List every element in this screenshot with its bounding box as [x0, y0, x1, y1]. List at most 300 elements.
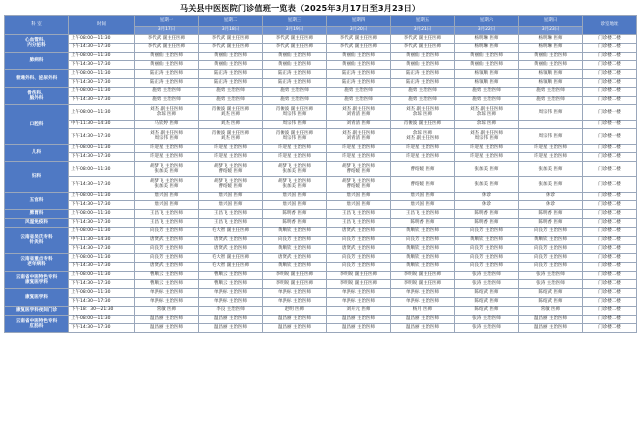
doctor-cell: 许迎星 主治医师	[263, 144, 327, 153]
header-location: 诊室地址	[583, 16, 637, 35]
doctor-cell: 李代武 副主任医师	[135, 35, 199, 44]
doctor-cell: 温昌丽 主治医师	[135, 324, 199, 333]
header-date: 3月23日	[519, 27, 583, 35]
doctor-cell: 刘杰 副主任医师 周宗伟 医师	[135, 129, 199, 144]
department-name: 骨伤科、 脑外科	[5, 87, 69, 105]
doctor-cell: 温昌丽 主治医师	[135, 315, 199, 324]
doctor-cell: 曹顺云 主治医师	[199, 280, 263, 289]
doctor-cell: 黄丽仙 主治医师	[519, 61, 583, 70]
doctor-cell: 唐贤武 主治医师	[263, 254, 327, 263]
doctor-cell: 休诊	[519, 192, 583, 201]
department-name: 心血管科、 内分泌科	[5, 35, 69, 53]
doctor-cell: 向良芳 主治医师	[263, 236, 327, 245]
doctor-cell: 许迎星 主治医师	[135, 144, 199, 153]
doctor-cell: 李代武 副主任医师	[199, 35, 263, 44]
doctor-cell: 施勇 主治医师	[263, 87, 327, 96]
time-slot: 下午14:30—17:30	[69, 129, 135, 144]
doctor-cell: 常敏 医师	[519, 306, 583, 315]
doctor-cell: 李良 主治医师	[199, 306, 263, 315]
doctor-cell: 温昌丽 主治医师	[263, 315, 327, 324]
doctor-cell: 毛大智 副主任医师	[199, 262, 263, 271]
doctor-cell: 施勇 主治医师	[327, 96, 391, 105]
doctor-cell: 周宗伟 医师	[263, 120, 327, 129]
time-slot: 下午14:30—17:30	[69, 218, 135, 227]
doctor-cell: 肖俊波 副主任医师 刘杰 医师	[199, 105, 263, 120]
time-slot: 上午08:00—11:30	[69, 52, 135, 61]
header-weekday: 星期五	[391, 16, 455, 27]
doctor-cell: 陈绍武 医师	[455, 306, 519, 315]
doctor-cell: 陆正涛 主治医师	[391, 70, 455, 79]
doctor-cell: 黄顺钦 主治医师	[263, 262, 327, 271]
doctor-cell: 李明锐 副主任医师	[327, 271, 391, 280]
doctor-cell: 张加美 医师	[455, 162, 519, 177]
time-slot: 下午14:30—17:30	[69, 245, 135, 254]
schedule-row	[5, 315, 637, 324]
time-slot: 中午11:30—14:30	[69, 120, 135, 129]
doctor-cell: 许迎星 主治医师	[327, 144, 391, 153]
doctor-cell: 毛大智 副主任医师	[199, 254, 263, 263]
doctor-cell: 杨领顺 医师	[519, 70, 583, 79]
doctor-cell: 李代武 副主任医师	[391, 35, 455, 44]
header-date: 3月18日	[199, 27, 263, 35]
time-slot: 上午08:00—11:30	[69, 210, 135, 219]
clinic-location: 门诊楼二楼	[583, 52, 637, 61]
time-slot: 下午14:30—17:30	[69, 153, 135, 162]
doctor-cell: 黄顺钦 主治医师	[455, 236, 519, 245]
doctor-cell: 张涛 主治医师	[519, 280, 583, 289]
doctor-cell: 李代武 副主任医师	[263, 35, 327, 44]
schedule-row	[5, 210, 637, 219]
doctor-cell: 李代武 副主任医师	[135, 43, 199, 52]
header-time: 时间	[69, 16, 135, 35]
doctor-cell: 詹兴国 医师	[327, 192, 391, 201]
clinic-location: 门诊楼二楼	[583, 306, 637, 315]
clinic-location: 门诊楼二楼	[583, 177, 637, 192]
doctor-cell: 詹兴国 医师	[263, 192, 327, 201]
clinic-location: 门诊楼二楼	[583, 192, 637, 201]
doctor-cell: 单洪标 主治医师	[327, 298, 391, 307]
time-slot: 上午08:00—11:30	[69, 162, 135, 177]
doctor-cell: 杨明琳 医师	[519, 35, 583, 44]
department-name: 风湿免疫科	[5, 218, 69, 227]
doctor-cell: 詹兴国 医师	[327, 201, 391, 210]
doctor-cell: 施勇 主治医师	[327, 87, 391, 96]
doctor-cell: 向良芳 主治医师	[519, 245, 583, 254]
doctor-cell: 张涛 主治医师	[455, 324, 519, 333]
header-weekday: 星期一	[135, 16, 199, 27]
doctor-cell: 詹兴国 医师	[199, 201, 263, 210]
doctor-cell: 单洪标 主治医师	[263, 298, 327, 307]
clinic-location: 门诊楼二楼	[583, 61, 637, 70]
time-slot: 上午08:00—11:30	[69, 315, 135, 324]
doctor-cell: 温昌丽 主治医师	[327, 315, 391, 324]
doctor-cell: 向良芳 主治医师	[455, 227, 519, 236]
doctor-cell: 许迎星 主治医师	[391, 144, 455, 153]
doctor-cell: 施勇 主治医师	[455, 96, 519, 105]
clinic-location: 门诊楼二楼	[583, 324, 637, 333]
doctor-cell: 单洪标 主治医师	[135, 289, 199, 298]
schedule-row	[5, 254, 637, 263]
doctor-cell: 陈明香 医师	[519, 210, 583, 219]
clinic-location: 门诊楼一楼	[583, 129, 637, 144]
doctor-cell: 唐贤武 主治医师	[327, 245, 391, 254]
doctor-cell: 马钦婷 医师	[135, 120, 199, 129]
doctor-cell: 陆正涛 主治医师	[135, 78, 199, 87]
doctor-cell: 王昌飞 主治医师	[199, 218, 263, 227]
time-slot: 下午14:30—17:30	[69, 298, 135, 307]
doctor-cell: 唐贤武 主治医师	[135, 236, 199, 245]
doctor-cell: 黄丽仙 主治医师	[135, 52, 199, 61]
schedule-row	[5, 105, 637, 120]
doctor-cell: 常敏 医师	[135, 306, 199, 315]
clinic-location: 门诊楼二楼	[583, 78, 637, 87]
department-name: 云南省中医特色专科 康复医学科	[5, 271, 69, 289]
doctor-cell: 胡梦飞 主治医师 曹绍媛 医师	[327, 177, 391, 192]
doctor-cell: 杨明琳 医师	[455, 43, 519, 52]
schedule-row	[5, 96, 637, 105]
doctor-cell: 张涛 主治医师	[519, 271, 583, 280]
doctor-cell: 杨领顺 医师	[455, 78, 519, 87]
clinic-location: 门诊楼二楼	[583, 298, 637, 307]
schedule-row	[5, 324, 637, 333]
doctor-cell: 黄丽仙 主治医师	[455, 52, 519, 61]
doctor-cell: 刘开元 医师	[327, 306, 391, 315]
schedule-row	[5, 289, 637, 298]
time-slot: 上午08:00—11:30	[69, 35, 135, 44]
clinic-location: 门诊楼一楼	[583, 120, 637, 129]
doctor-cell: 许迎星 主治医师	[519, 153, 583, 162]
doctor-cell: 胡梦飞 主治医师 张加美 医师	[263, 162, 327, 177]
doctor-cell: 毛大智 副主任医师	[199, 227, 263, 236]
doctor-cell: 陆正涛 主治医师	[391, 78, 455, 87]
doctor-cell: 唐贤武 主治医师	[327, 227, 391, 236]
clinic-location: 门诊楼二楼	[583, 236, 637, 245]
schedule-row	[5, 177, 637, 192]
doctor-cell: 黄顺钦 主治医师	[519, 236, 583, 245]
time-slot: 上午08:00—11:30	[69, 87, 135, 96]
doctor-cell: 黄丽仙 主治医师	[263, 52, 327, 61]
doctor-cell: 施勇 主治医师	[199, 96, 263, 105]
doctor-cell: 李明锐 副主任医师	[263, 271, 327, 280]
department-name: 肺病科	[5, 52, 69, 70]
doctor-cell: 胡梦飞 主治医师 曹绍媛 医师	[199, 162, 263, 177]
clinic-location: 门诊楼二楼	[583, 227, 637, 236]
clinic-location: 门诊楼二楼	[583, 87, 637, 96]
schedule-row	[5, 201, 637, 210]
time-slot: 下午14:30—17:30	[69, 61, 135, 70]
schedule-row	[5, 153, 637, 162]
doctor-cell: 胡梦飞 主治医师 张加美 医师	[135, 177, 199, 192]
doctor-cell: 詹兴国 医师	[135, 201, 199, 210]
clinic-location: 门诊楼二楼	[583, 153, 637, 162]
doctor-cell: 向良芳 主治医师	[519, 262, 583, 271]
doctor-cell: 黄丽仙 主治医师	[263, 61, 327, 70]
header-dept: 科 室	[5, 16, 69, 35]
doctor-cell: 陈明香 医师	[455, 218, 519, 227]
doctor-cell: 向良芳 主治医师	[455, 254, 519, 263]
doctor-cell: 胡梦飞 主治医师 曹绍媛 医师	[327, 162, 391, 177]
doctor-cell: 曹顺云 主治医师	[199, 271, 263, 280]
doctor-cell: 向良芳 主治医师	[455, 245, 519, 254]
doctor-cell: 许迎星 主治医师	[455, 153, 519, 162]
doctor-cell: 单洪标 主治医师	[327, 289, 391, 298]
clinic-location: 门诊楼二楼	[583, 35, 637, 44]
doctor-cell: 许迎星 主治医师	[455, 144, 519, 153]
doctor-cell: 陈绍武 医师	[455, 289, 519, 298]
doctor-cell: 许迎星 主治医师	[135, 153, 199, 162]
time-slot: 下午14:30—17:30	[69, 177, 135, 192]
schedule-row	[5, 162, 637, 177]
doctor-cell: 李代武 副主任医师	[327, 35, 391, 44]
doctor-cell: 陆正涛 主治医师	[199, 70, 263, 79]
doctor-cell: 温昌丽 主治医师	[391, 315, 455, 324]
doctor-cell: 周宗伟 医师	[519, 105, 583, 120]
schedule-row	[5, 70, 637, 79]
doctor-cell: 王昌飞 主治医师	[135, 210, 199, 219]
doctor-cell: 温昌丽 主治医师	[263, 324, 327, 333]
doctor-cell: 詹兴国 医师	[263, 201, 327, 210]
schedule-body	[5, 35, 637, 333]
doctor-cell: 许迎星 主治医师	[391, 153, 455, 162]
doctor-cell: 余琼 医师	[455, 120, 519, 129]
doctor-cell: 陈明香 医师	[263, 218, 327, 227]
doctor-cell: 肖俊波 副主任医师	[391, 120, 455, 129]
header-date: 3月22日	[455, 27, 519, 35]
doctor-cell: 施勇 主治医师	[135, 96, 199, 105]
doctor-cell: 李明锐 副主任医师	[391, 271, 455, 280]
doctor-cell: 刘杰 副主任医师 余琼 医师	[135, 105, 199, 120]
doctor-cell: 李明锐 副主任医师	[263, 280, 327, 289]
doctor-cell: 施勇 主治医师	[455, 87, 519, 96]
doctor-cell: 王昌飞 主治医师	[199, 210, 263, 219]
header-weekday: 星期四	[327, 16, 391, 27]
time-slot: 下午14:30—17:30	[69, 43, 135, 52]
doctor-cell: 黄丽仙 主治医师	[519, 52, 583, 61]
doctor-cell: 黄丽仙 主治医师	[327, 52, 391, 61]
header-date: 3月19日	[263, 27, 327, 35]
schedule-row	[5, 262, 637, 271]
time-slot: 上午08:00—11:30	[69, 192, 135, 201]
department-name: 口腔科	[5, 105, 69, 144]
doctor-cell: 李明锐 副主任医师	[327, 280, 391, 289]
doctor-cell: 周宗伟 医师	[519, 129, 583, 144]
doctor-cell: 刘杰 副主任医师 周宗伟 医师	[455, 129, 519, 144]
doctor-cell: 陆正涛 主治医师	[263, 70, 327, 79]
doctor-cell: 黄丽仙 主治医师	[455, 61, 519, 70]
doctor-cell: 曹绍媛 医师	[391, 177, 455, 192]
doctor-cell: 施勇 主治医师	[263, 96, 327, 105]
doctor-cell: 杨月 医师	[391, 306, 455, 315]
clinic-location: 门诊楼一楼	[583, 105, 637, 120]
schedule-row	[5, 245, 637, 254]
doctor-cell: 王昌飞 主治医师	[391, 210, 455, 219]
doctor-cell: 张涛 主治医师	[455, 271, 519, 280]
doctor-cell: 肖俊波 副主任医师 周宗伟 医师	[263, 129, 327, 144]
doctor-cell: 陆正涛 主治医师	[263, 78, 327, 87]
doctor-cell: 胡梦飞 主治医师 张加美 医师	[263, 177, 327, 192]
schedule-row	[5, 129, 637, 144]
doctor-cell: 黄丽仙 主治医师	[391, 61, 455, 70]
time-slot: 中午11:30—14:30	[69, 236, 135, 245]
department-name: 康复医学科夜间门诊	[5, 306, 69, 315]
doctor-cell: 李代武 副主任医师	[199, 43, 263, 52]
time-slot: 上午08:00—11:30	[69, 227, 135, 236]
doctor-cell: 施勇 主治医师	[199, 87, 263, 96]
schedule-row	[5, 144, 637, 153]
doctor-cell: 黄丽仙 主治医师	[199, 61, 263, 70]
doctor-cell: 李代武 副主任医师	[263, 43, 327, 52]
doctor-cell: 唐贤武 主治医师	[199, 236, 263, 245]
doctor-cell: 向良芳 主治医师	[327, 262, 391, 271]
time-slot: 下午14:30—17:30	[69, 201, 135, 210]
doctor-cell: 温昌丽 主治医师	[519, 324, 583, 333]
doctor-cell: 詹兴国 医师	[391, 201, 455, 210]
doctor-cell: 休诊	[519, 201, 583, 210]
clinic-location: 门诊楼二楼	[583, 254, 637, 263]
header-weekday: 星期日	[519, 16, 583, 27]
doctor-cell: 李代武 副主任医师	[327, 43, 391, 52]
time-slot: 下午14:30—17:30	[69, 280, 135, 289]
time-slot: 上午08:00—11:30	[69, 254, 135, 263]
doctor-cell: 向良芳 主治医师	[455, 262, 519, 271]
schedule-row	[5, 306, 637, 315]
schedule-row	[5, 218, 637, 227]
clinic-location: 门诊楼二楼	[583, 210, 637, 219]
doctor-cell: 休诊	[455, 201, 519, 210]
doctor-cell: 温昌丽 主治医师	[199, 315, 263, 324]
doctor-cell: 向良芳 主治医师	[327, 254, 391, 263]
doctor-cell: 温昌丽 主治医师	[199, 324, 263, 333]
doctor-cell: 向良芳 主治医师	[519, 227, 583, 236]
time-slot: 下午14:30—17:30	[69, 78, 135, 87]
doctor-cell: 张加美 医师	[519, 162, 583, 177]
doctor-cell: 陈明香 医师	[391, 218, 455, 227]
doctor-cell: 黄顺钦 主治医师	[391, 227, 455, 236]
clinic-location: 门诊楼二楼	[583, 70, 637, 79]
clinic-location: 门诊楼二楼	[583, 280, 637, 289]
doctor-cell: 王昌飞 主治医师	[135, 218, 199, 227]
schedule-row	[5, 236, 637, 245]
department-name: 脾胃科	[5, 210, 69, 219]
doctor-cell: 曹顺云 主治医师	[135, 271, 199, 280]
doctor-cell: 黄丽仙 主治医师	[199, 52, 263, 61]
time-slot: 下午14:30—17:30	[69, 324, 135, 333]
doctor-cell: 刘杰 副主任医师 余琼 医师	[391, 105, 455, 120]
doctor-cell: 温昌丽 主治医师	[327, 324, 391, 333]
doctor-cell: 王昌飞 主治医师	[327, 218, 391, 227]
time-slot: 下午14:30—17:30	[69, 262, 135, 271]
schedule-row	[5, 35, 637, 44]
doctor-cell: 陆正涛 主治医师	[135, 70, 199, 79]
doctor-cell: 施勇 主治医师	[391, 96, 455, 105]
doctor-cell: 单洪标 主治医师	[391, 298, 455, 307]
doctor-cell: 刘青清 医师	[327, 120, 391, 129]
schedule-table	[4, 15, 637, 333]
department-name: 普通外科、泌尿外科	[5, 70, 69, 88]
doctor-cell: 陈明香 医师	[455, 210, 519, 219]
doctor-cell: 温昌丽 主治医师	[391, 324, 455, 333]
doctor-cell: 杨领顺 医师	[519, 78, 583, 87]
doctor-cell: 许迎星 主治医师	[263, 153, 327, 162]
doctor-cell: 温昌丽 主治医师	[519, 315, 583, 324]
doctor-cell: 詹兴国 医师	[135, 192, 199, 201]
doctor-cell: 许迎星 主治医师	[199, 144, 263, 153]
doctor-cell: 杨领顺 医师	[455, 70, 519, 79]
doctor-cell: 曹绍媛 医师	[391, 162, 455, 177]
doctor-cell: 曹顺云 主治医师	[135, 280, 199, 289]
doctor-cell: 陈绍武 医师	[455, 298, 519, 307]
clinic-location: 门诊楼二楼	[583, 262, 637, 271]
time-slot: 上午08:00—11:30	[69, 289, 135, 298]
doctor-cell: 刘杰 副主任医师 刘青清 医师	[327, 129, 391, 144]
doctor-cell: 陆正涛 主治医师	[199, 78, 263, 87]
doctor-cell: 陈绍武 医师	[519, 289, 583, 298]
doctor-cell: 胡梦飞 主治医师 张加美 医师	[135, 162, 199, 177]
doctor-cell: 张涛 主治医师	[455, 280, 519, 289]
doctor-cell: 詹兴国 医师	[199, 192, 263, 201]
schedule-row	[5, 43, 637, 52]
doctor-cell: 刘杰 医师	[199, 120, 263, 129]
doctor-cell: 黄顺钦 主治医师	[391, 262, 455, 271]
doctor-cell: 黄丽仙 主治医师	[135, 61, 199, 70]
header-weekday: 星期二	[199, 16, 263, 27]
doctor-cell: 杨明琳 医师	[519, 43, 583, 52]
page-title: 马关县中医医院门诊值班一览表（2025年3月17日至3月23日）	[179, 3, 421, 13]
department-name: 康复医学科	[5, 289, 69, 307]
schedule-row	[5, 120, 637, 129]
doctor-cell: 肖俊波 副主任医师 周宗伟 医师	[263, 105, 327, 120]
schedule-row	[5, 298, 637, 307]
doctor-cell: 向良芳 主治医师	[391, 236, 455, 245]
header-date: 3月20日	[327, 27, 391, 35]
doctor-cell: 单洪标 主治医师	[135, 298, 199, 307]
doctor-cell: 陆正涛 主治医师	[327, 78, 391, 87]
department-name: 云南省重点专科 老年病科	[5, 254, 69, 272]
doctor-cell: 詹兴国 医师	[391, 192, 455, 201]
doctor-cell: 张加美 医师	[519, 177, 583, 192]
doctor-cell: 许迎星 主治医师	[519, 144, 583, 153]
doctor-cell: 王昌飞 主治医师	[327, 210, 391, 219]
doctor-cell: 单洪标 主治医师	[199, 298, 263, 307]
doctor-cell: 胡梦飞 主治医师 曹绍媛 医师	[199, 177, 263, 192]
schedule-row	[5, 280, 637, 289]
department-name: 云南省中医特色专科 肛肠科	[5, 315, 69, 333]
department-name: 儿科	[5, 144, 69, 162]
doctor-cell	[519, 120, 583, 129]
clinic-location: 门诊楼二楼	[583, 315, 637, 324]
doctor-cell: 向良芳 主治医师	[327, 236, 391, 245]
doctor-cell: 施勇 主治医师	[391, 87, 455, 96]
time-slot: 上午08:00—11:30	[69, 271, 135, 280]
doctor-cell: 施勇 主治医师	[135, 87, 199, 96]
doctor-cell: 张涛 主治医师	[455, 315, 519, 324]
header-date: 3月17日	[135, 27, 199, 35]
doctor-cell: 李明锐 副主任医师	[391, 280, 455, 289]
doctor-cell: 单洪标 主治医师	[199, 289, 263, 298]
doctor-cell: 刘杰 副主任医师 刘青清 医师	[327, 105, 391, 120]
doctor-cell: 许迎星 主治医师	[327, 153, 391, 162]
header-weekday: 星期三	[263, 16, 327, 27]
doctor-cell: 唐贤武 主治医师	[199, 245, 263, 254]
doctor-cell: 刘杰 副主任医师 余琼 医师	[455, 105, 519, 120]
doctor-cell: 许迎星 主治医师	[199, 153, 263, 162]
doctor-cell: 黄顺钦 主治医师	[391, 245, 455, 254]
doctor-cell: 余琼 医师 刘杰 副主任医师	[391, 129, 455, 144]
schedule-row	[5, 52, 637, 61]
doctor-cell: 唐贤武 主治医师	[135, 262, 199, 271]
doctor-cell: 单洪标 主治医师	[263, 289, 327, 298]
doctor-cell: 陈明香 医师	[519, 218, 583, 227]
